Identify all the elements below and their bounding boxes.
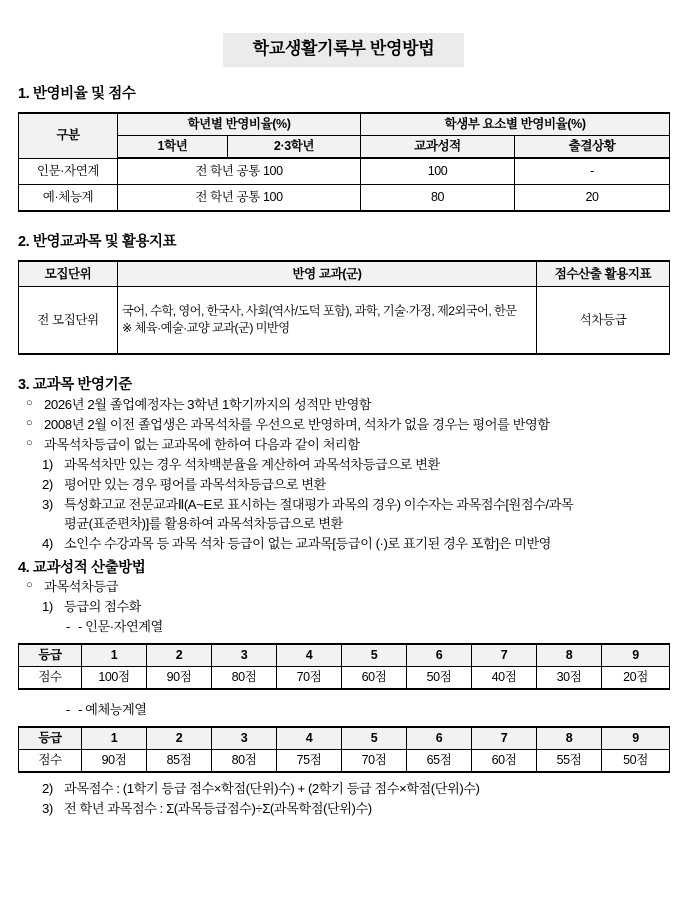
header-grade-23: 2·3학년 <box>228 136 361 159</box>
cell-attendance: - <box>515 158 670 185</box>
header-reflected-subjects: 반영 교과(군) <box>118 261 537 287</box>
page-title: 학교생활기록부 반영방법 <box>223 33 465 67</box>
header-division: 구분 <box>19 113 118 158</box>
list-item <box>18 577 669 597</box>
list-item-text: 평어만 있는 경우 평어를 과목석차등급으로 변환 <box>64 476 326 492</box>
score-3: 80점 <box>212 749 277 772</box>
grade-3: 3 <box>212 727 277 750</box>
cell-subject-score: 100 <box>361 158 515 185</box>
list-item-continuation: 평균(표준편차)]를 활용하여 과목석차등급으로 변환 <box>64 516 343 532</box>
score-4: 75점 <box>277 749 342 772</box>
grade-4: 4 <box>277 644 342 667</box>
circle-bullet-icon: ○ <box>26 416 33 429</box>
table-header-row <box>19 261 670 287</box>
score-8: 55점 <box>537 749 602 772</box>
header-subject-score: 교과성적 <box>361 136 515 159</box>
list-item-text: - 인문·자연계열 <box>78 619 163 635</box>
list-item-text: 소인수 수강과목 등 과목 석차 등급이 없는 교과목[등급이 (·)로 표기된 경우 포함]은 미반영 <box>64 536 551 552</box>
reflected-subjects-table <box>18 260 670 355</box>
grade-9: 9 <box>602 727 670 750</box>
grade-5: 5 <box>342 644 407 667</box>
circle-bullet-icon: ○ <box>26 436 33 449</box>
circle-bullet-icon: ○ <box>26 579 33 592</box>
list-number: 1) <box>42 599 53 615</box>
grade-7: 7 <box>472 644 537 667</box>
list-number: 3) <box>42 496 53 512</box>
cell-division: 예·체능계 <box>19 185 118 212</box>
grade-1: 1 <box>82 727 147 750</box>
table-row <box>19 287 670 355</box>
row-label-grade: 등급 <box>19 644 82 667</box>
score-6: 65점 <box>407 749 472 772</box>
section-4-heading: 4. 교과성적 산출방법 <box>18 560 146 577</box>
header-element-ratio: 학생부 요소별 반영비율(%) <box>361 113 670 136</box>
list-item <box>18 415 669 435</box>
cell-attendance: 20 <box>515 185 670 212</box>
cell-recruit-unit: 전 모집단위 <box>19 287 118 355</box>
row-label-score: 점수 <box>19 749 82 772</box>
cell-subject-score: 80 <box>361 185 515 212</box>
table-row <box>19 185 670 212</box>
list-number: 3) <box>42 800 53 816</box>
section-2-heading: 2. 반영교과목 및 활용지표 <box>18 234 177 251</box>
grade-score-table-humanities <box>18 643 670 690</box>
grade-8: 8 <box>537 727 602 750</box>
grade-4: 4 <box>277 727 342 750</box>
cell-grade-common: 전 학년 공통 100 <box>118 158 361 185</box>
grade-2: 2 <box>147 727 212 750</box>
list-item <box>18 534 669 554</box>
subjects-line-1: 국어, 수학, 영어, 한국사, 사회(역사/도덕 포함), 과학, 기술·가정, 제2외국어, 한문 <box>122 303 517 318</box>
circle-bullet-icon: ○ <box>26 396 33 409</box>
section-4-list <box>18 577 669 637</box>
header-grade-ratio: 학년별 반영비율(%) <box>118 113 361 136</box>
score-9: 50점 <box>602 749 670 772</box>
grade-6: 6 <box>407 644 472 667</box>
grade-7: 7 <box>472 727 537 750</box>
list-item-text: 등급의 점수화 <box>64 599 141 615</box>
list-item <box>18 617 669 637</box>
list-item <box>18 495 669 515</box>
list-item-text: 특성화고교 전문교과Ⅱ(A~E로 표시하는 절대평가 과목의 경우) 이수자는 과목점수[원점수/과목 <box>64 496 574 512</box>
score-6: 50점 <box>407 667 472 690</box>
score-4: 70점 <box>277 667 342 690</box>
reflection-ratio-table <box>18 112 670 212</box>
section-1-heading: 1. 반영비율 및 점수 <box>18 85 136 102</box>
dash-bullet-icon: - <box>66 619 70 635</box>
grade-2: 2 <box>147 644 212 667</box>
list-item <box>18 799 669 819</box>
list-number: 2) <box>42 780 53 796</box>
grade-3: 3 <box>212 644 277 667</box>
score-7: 40점 <box>472 667 537 690</box>
table-row <box>19 667 670 690</box>
list-item-text: 2026년 2월 졸업예정자는 3학년 1학기까지의 성적만 반영함 <box>44 396 372 412</box>
section-3-list <box>18 395 669 554</box>
list-item <box>18 455 669 475</box>
row-label-score: 점수 <box>19 667 82 690</box>
score-2: 90점 <box>147 667 212 690</box>
list-item <box>18 700 669 720</box>
score-3: 80점 <box>212 667 277 690</box>
list-item-text: - 예체능계열 <box>78 702 147 718</box>
list-item <box>18 475 669 495</box>
table-header-row <box>19 727 670 750</box>
score-1: 90점 <box>82 749 147 772</box>
subjects-note-line: ※ 체육·예술·교양 교과(군) 미반영 <box>122 321 290 336</box>
list-item <box>18 435 669 455</box>
spacer <box>18 690 669 700</box>
list-item-text: 2008년 2월 이전 졸업생은 과목석차를 우선으로 반영하며, 석차가 없을 경우는 평어를 반영함 <box>44 416 550 432</box>
list-item-text: 과목점수 : (1학기 등급 점수×학점(단위)수) + (2학기 등급 점수×학점(단위)수) <box>64 780 480 796</box>
cell-division: 인문·자연계 <box>19 158 118 185</box>
table-header-row <box>19 644 670 667</box>
list-item-text: 과목석차등급이 없는 교과목에 한하여 다음과 같이 처리함 <box>44 436 360 452</box>
list-item-text: 전 학년 과목점수 : Σ(과목등급점수)÷Σ(과목학점(단위)수) <box>64 800 372 816</box>
list-number: 2) <box>42 476 53 492</box>
score-5: 60점 <box>342 667 407 690</box>
score-2: 85점 <box>147 749 212 772</box>
header-grade-1: 1학년 <box>118 136 228 159</box>
list-number: 4) <box>42 536 53 552</box>
score-1: 100점 <box>82 667 147 690</box>
table-row <box>19 749 670 772</box>
table-row <box>19 158 670 185</box>
grade-1: 1 <box>82 644 147 667</box>
score-5: 70점 <box>342 749 407 772</box>
document-title-container <box>18 0 669 67</box>
header-attendance: 출결상황 <box>515 136 670 159</box>
header-recruit-unit: 모집단위 <box>19 261 118 287</box>
list-item-text: 과목석차등급 <box>44 579 119 595</box>
grade-score-table-arts <box>18 726 670 773</box>
grade-5: 5 <box>342 727 407 750</box>
cell-indicator: 석차등급 <box>537 287 670 355</box>
section-3-heading: 3. 교과목 반영기준 <box>18 377 132 394</box>
list-item-text: 과목석차만 있는 경우 석차백분율을 계산하여 과목석차등급으로 변환 <box>64 457 440 473</box>
list-number: 1) <box>42 457 53 473</box>
list-item <box>18 395 669 415</box>
grade-6: 6 <box>407 727 472 750</box>
list-item <box>18 779 669 799</box>
score-9: 20점 <box>602 667 670 690</box>
grade-8: 8 <box>537 644 602 667</box>
header-score-indicator: 점수산출 활용지표 <box>537 261 670 287</box>
score-8: 30점 <box>537 667 602 690</box>
table-header-row-top <box>19 113 670 136</box>
row-label-grade: 등급 <box>19 727 82 750</box>
list-item <box>18 597 669 617</box>
grade-9: 9 <box>602 644 670 667</box>
score-7: 60점 <box>472 749 537 772</box>
dash-bullet-icon: - <box>66 702 70 718</box>
cell-subjects <box>118 287 537 355</box>
section-4-formula-list <box>18 779 669 819</box>
cell-grade-common: 전 학년 공통 100 <box>118 185 361 212</box>
